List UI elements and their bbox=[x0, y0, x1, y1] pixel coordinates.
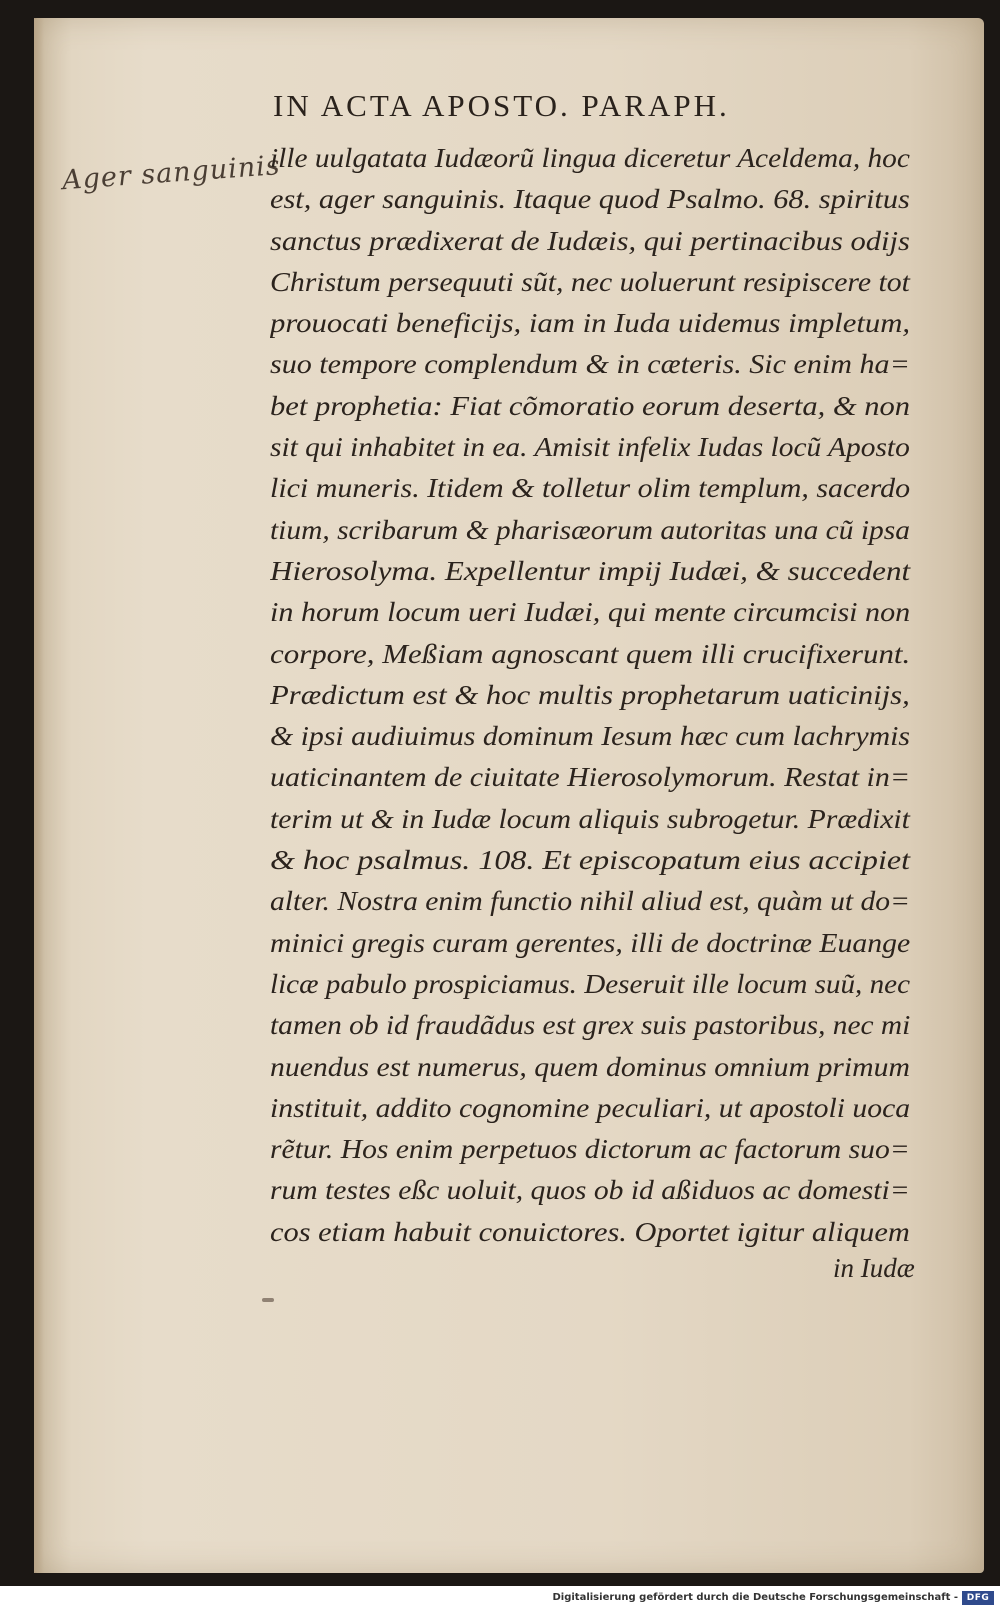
text-line: nuendus est numerus, quem dominus omnium primum bbox=[270, 1051, 910, 1082]
text-line: alter. Nostra enim functio nihil aliud est, quàm ut do= bbox=[270, 886, 910, 917]
body-text bbox=[270, 138, 925, 1253]
text-line: Prædictum est & hoc multis prophetarum uaticinijs, bbox=[270, 679, 910, 710]
text-line: instituit, addito cognomine peculiari, ut apostoli uoca bbox=[270, 1092, 911, 1123]
text-line: terim ut & in Iudæ locum aliquis subrogetur. Prædixit bbox=[270, 803, 910, 834]
text-line: rum testes eßc uoluit, quos ob id aßiduos ac domesti= bbox=[270, 1175, 910, 1206]
footer-bar bbox=[0, 1586, 1000, 1612]
text-line: cos etiam habuit conuictores. Oportet igitur aliquem bbox=[270, 1216, 910, 1247]
text-line: lici muneris. Itidem & tolletur olim templum, sacerdo bbox=[270, 473, 911, 504]
text-line: tium, scribarum & pharisæorum autoritas una cũ ipsa bbox=[270, 514, 910, 545]
ink-speck bbox=[262, 1298, 274, 1302]
text-line: prouocati beneficijs, iam in Iuda uidemus impletum, bbox=[270, 308, 911, 339]
text-line: bet prophetia: Fiat cõmoratio eorum deserta, & non bbox=[270, 390, 911, 421]
text-line: Christum persequuti sũt, nec uoluerunt resipiscere tot bbox=[270, 266, 910, 297]
text-line: tamen ob id fraudãdus est grex suis pastoribus, nec mi bbox=[270, 1010, 911, 1041]
text-line: suo tempore complendum & in cæteris. Sic enim ha= bbox=[270, 349, 910, 380]
text-line: Hierosolyma. Expellentur impij Iudæi, & succedent bbox=[270, 555, 911, 586]
text-line: rẽtur. Hos enim perpetuos dictorum ac factorum suo= bbox=[270, 1134, 910, 1165]
text-line: uaticinantem de ciuitate Hierosolymorum. Restat in= bbox=[270, 762, 911, 793]
page-spine-edge bbox=[34, 18, 44, 1573]
text-line: sit qui inhabitet in ea. Amisit infelix Iudas locũ Aposto bbox=[270, 432, 910, 463]
text-line: sanctus prædixerat de Iudæis, qui pertinacibus odijs bbox=[270, 225, 910, 256]
text-line: est, ager sanguinis. Itaque quod Psalmo. 68. spiritus bbox=[270, 184, 910, 215]
text-line: & hoc psalmus. 108. Et episcopatum eius accipiet bbox=[270, 845, 910, 876]
text-line: & ipsi audiuimus dominum Iesum hæc cum lachrymis bbox=[270, 721, 911, 752]
text-line: licæ pabulo prospiciamus. Deseruit ille locum suũ, nec bbox=[270, 968, 910, 999]
running-head: IN ACTA APOSTO. PARAPH. bbox=[273, 88, 730, 123]
text-line: corpore, Meßiam agnoscant quem illi crucifixerunt. bbox=[270, 638, 911, 669]
dfg-logo: DFG bbox=[962, 1591, 994, 1605]
handwritten-margin-note: Ager sanguinis bbox=[61, 150, 282, 197]
funding-credit: Digitalisierung gefördert durch die Deutsche Forschungsgemeinschaft - bbox=[552, 1592, 958, 1603]
text-line: ille uulgatata Iudæorũ lingua diceretur Aceldema, hoc bbox=[270, 143, 910, 173]
text-line: in horum locum ueri Iudæi, qui mente circumcisi non bbox=[270, 597, 911, 628]
catchword: in Iudæ bbox=[833, 1253, 915, 1283]
text-line: minici gregis curam gerentes, illi de doctrinæ Euange bbox=[270, 927, 911, 958]
